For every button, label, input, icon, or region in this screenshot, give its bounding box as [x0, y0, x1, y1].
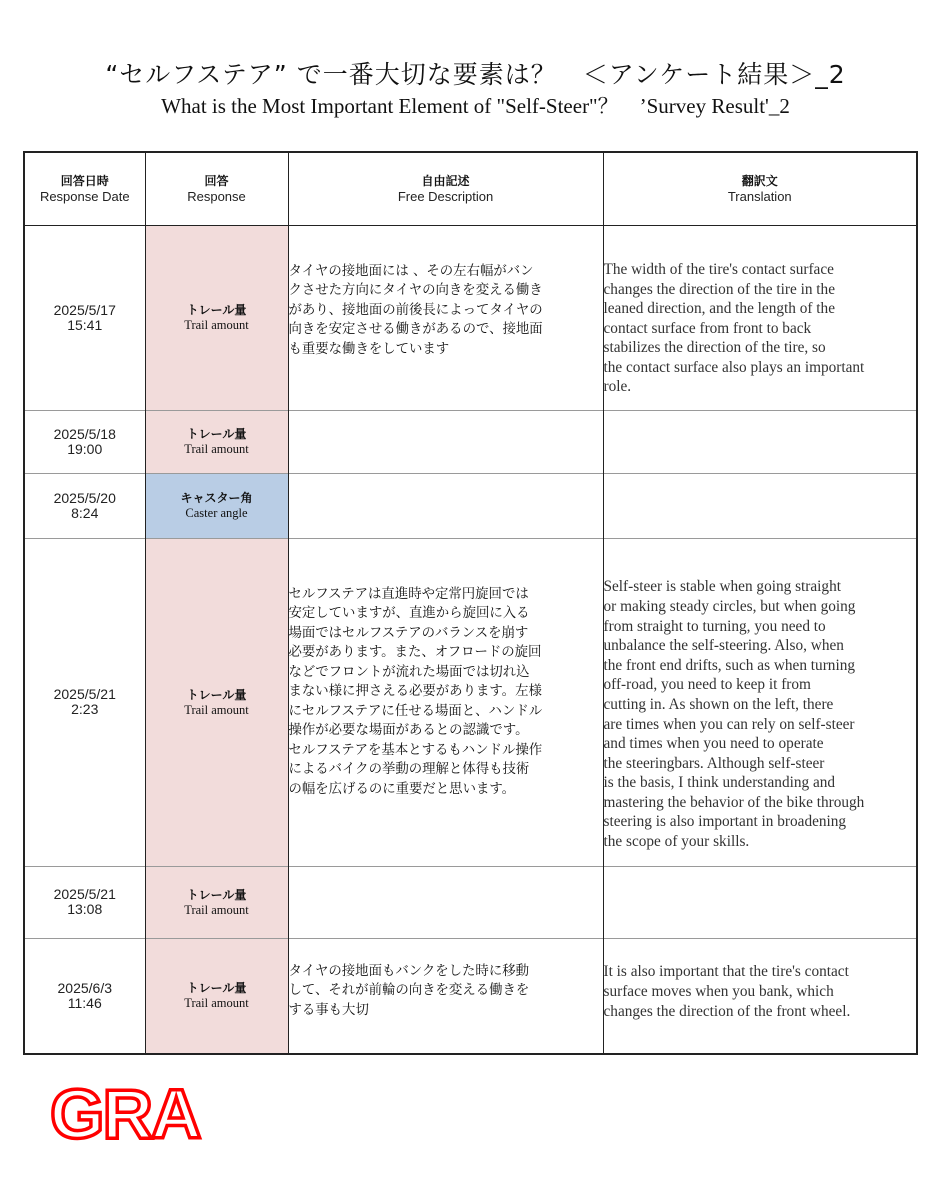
response-cell	[145, 538, 288, 866]
free-description-text: タイヤの接地面には 、その左右幅がバン クさせた方向にタイヤの向きを変える働き があり、接地面の前後長によってタイヤの 向きを安定させる働きがあるので、接地面 も重要な働きをしています	[288, 263, 543, 357]
header-free-ja: 自由記述	[421, 173, 470, 188]
response-time: 19:00	[67, 440, 103, 457]
response-date-cell	[24, 938, 145, 1054]
table-row	[24, 225, 917, 410]
free-description-cell	[288, 410, 603, 473]
response-cell	[145, 866, 288, 938]
response-en: Caster angle	[185, 506, 248, 520]
translation-cell	[603, 225, 917, 410]
header-response-date	[24, 152, 145, 225]
header-response-en: Response	[187, 188, 246, 204]
response-time: 8:24	[71, 504, 99, 521]
survey-results-table	[23, 151, 918, 1055]
header-free-description	[288, 152, 603, 225]
free-description-text: タイヤの接地面もバンクをした時に移動 して、それが前輪の向きを変える働きを する事も大切	[288, 963, 530, 1018]
header-translation	[603, 152, 917, 225]
table-row	[24, 473, 917, 538]
header-free-en: Free Description	[397, 188, 494, 204]
table-row	[24, 866, 917, 938]
translation-text: Self-steer is stable when going straight or making steady circles, but when going from straight to turning, you need to unbalance the self-steering. Also, when the front end drifts, such as when turning off-road, you need to keep it from cutting in. As shown on the left, there are times when you can rely on self-steer and times when you need to operate the steeringbars. Although self-steer is the basis, I think understanding and mastering the behavior of the bike through steering is also important in broadening the scope of your skills.	[603, 578, 865, 851]
response-en: Trail amount	[184, 442, 249, 456]
free-description-text: セルフステアは直進時や定常円旋回では 安定していますが、直進から旋回に入る 場面ではセルフステアのバランスを崩す 必要があります。また、オフロードの旋回 などでフロントが流れた場面では切れ込 まない様に押さえる必要があります。左様 にセルフステアに任せる場面と、ハンドル 操作が必要な場面があるとの認識です。 セルフステアを基本とするもハンドル操作 によるバイクの挙動の理解と体得も技術 の幅を広げるのに重要だと思います。	[288, 586, 543, 797]
header-response	[145, 152, 288, 225]
response-date: 2025/5/21	[53, 886, 116, 902]
translation-cell	[603, 866, 917, 938]
header-response-ja: 回答	[204, 173, 229, 188]
response-ja: キャスター角	[180, 491, 253, 505]
free-description-cell	[288, 866, 603, 938]
table-row	[24, 538, 917, 866]
header-translation-en: Translation	[727, 188, 792, 204]
translation-text: It is also important that the tire's contact surface moves when you bank, which changes the direction of the front wheel.	[603, 963, 851, 1020]
gra-logo-text: GRA	[50, 1080, 200, 1150]
response-ja: トレール量	[186, 887, 247, 902]
response-en: Trail amount	[184, 902, 249, 917]
free-description-cell	[288, 473, 603, 538]
gra-logo	[48, 1080, 218, 1150]
table-header-row	[24, 152, 917, 225]
free-description-cell	[288, 538, 603, 866]
response-time: 13:08	[67, 901, 103, 917]
response-ja: トレール量	[186, 427, 247, 441]
response-time: 2:23	[71, 701, 99, 717]
page-title-english: What is the Most Important Element of "Self-Steer"？ ’Survey Result'_2	[161, 94, 790, 118]
response-date: 2025/6/3	[57, 979, 112, 996]
response-ja: トレール量	[186, 687, 247, 702]
free-description-cell	[288, 938, 603, 1054]
response-date-cell	[24, 225, 145, 410]
translation-cell	[603, 538, 917, 866]
response-cell	[145, 938, 288, 1054]
response-en: Trail amount	[184, 318, 249, 332]
response-ja: トレール量	[186, 303, 247, 317]
response-date: 2025/5/18	[53, 425, 116, 442]
translation-cell	[603, 473, 917, 538]
translation-cell	[603, 938, 917, 1054]
response-date-cell	[24, 866, 145, 938]
response-cell	[145, 225, 288, 410]
response-date: 2025/5/20	[53, 489, 116, 506]
response-date: 2025/5/17	[53, 301, 116, 318]
response-en: Trail amount	[184, 996, 249, 1011]
response-date-cell	[24, 410, 145, 473]
response-date-cell	[24, 473, 145, 538]
response-time: 15:41	[67, 316, 103, 333]
response-date: 2025/5/21	[53, 686, 116, 702]
response-ja: トレール量	[186, 981, 247, 996]
table-row	[24, 410, 917, 473]
response-time: 11:46	[67, 994, 102, 1011]
translation-text: The width of the tire's contact surface changes the direction of the tire in the leaned direction, and the length of the contact surface from front to back stabilizes the direction of the tire, so the contact surface also plays an important role.	[603, 260, 865, 396]
response-cell	[145, 410, 288, 473]
header-date-en: Response Date	[39, 188, 130, 204]
free-description-cell	[288, 225, 603, 410]
header-date-ja: 回答日時	[60, 173, 109, 188]
page-title-japanese: “セルフステア” で一番大切な要素は？ ＜アンケート結果＞_2	[105, 60, 846, 89]
response-cell	[145, 473, 288, 538]
table-row	[24, 938, 917, 1054]
response-en: Trail amount	[184, 702, 249, 717]
translation-cell	[603, 410, 917, 473]
response-date-cell	[24, 538, 145, 866]
header-translation-ja: 翻訳文	[741, 173, 778, 188]
